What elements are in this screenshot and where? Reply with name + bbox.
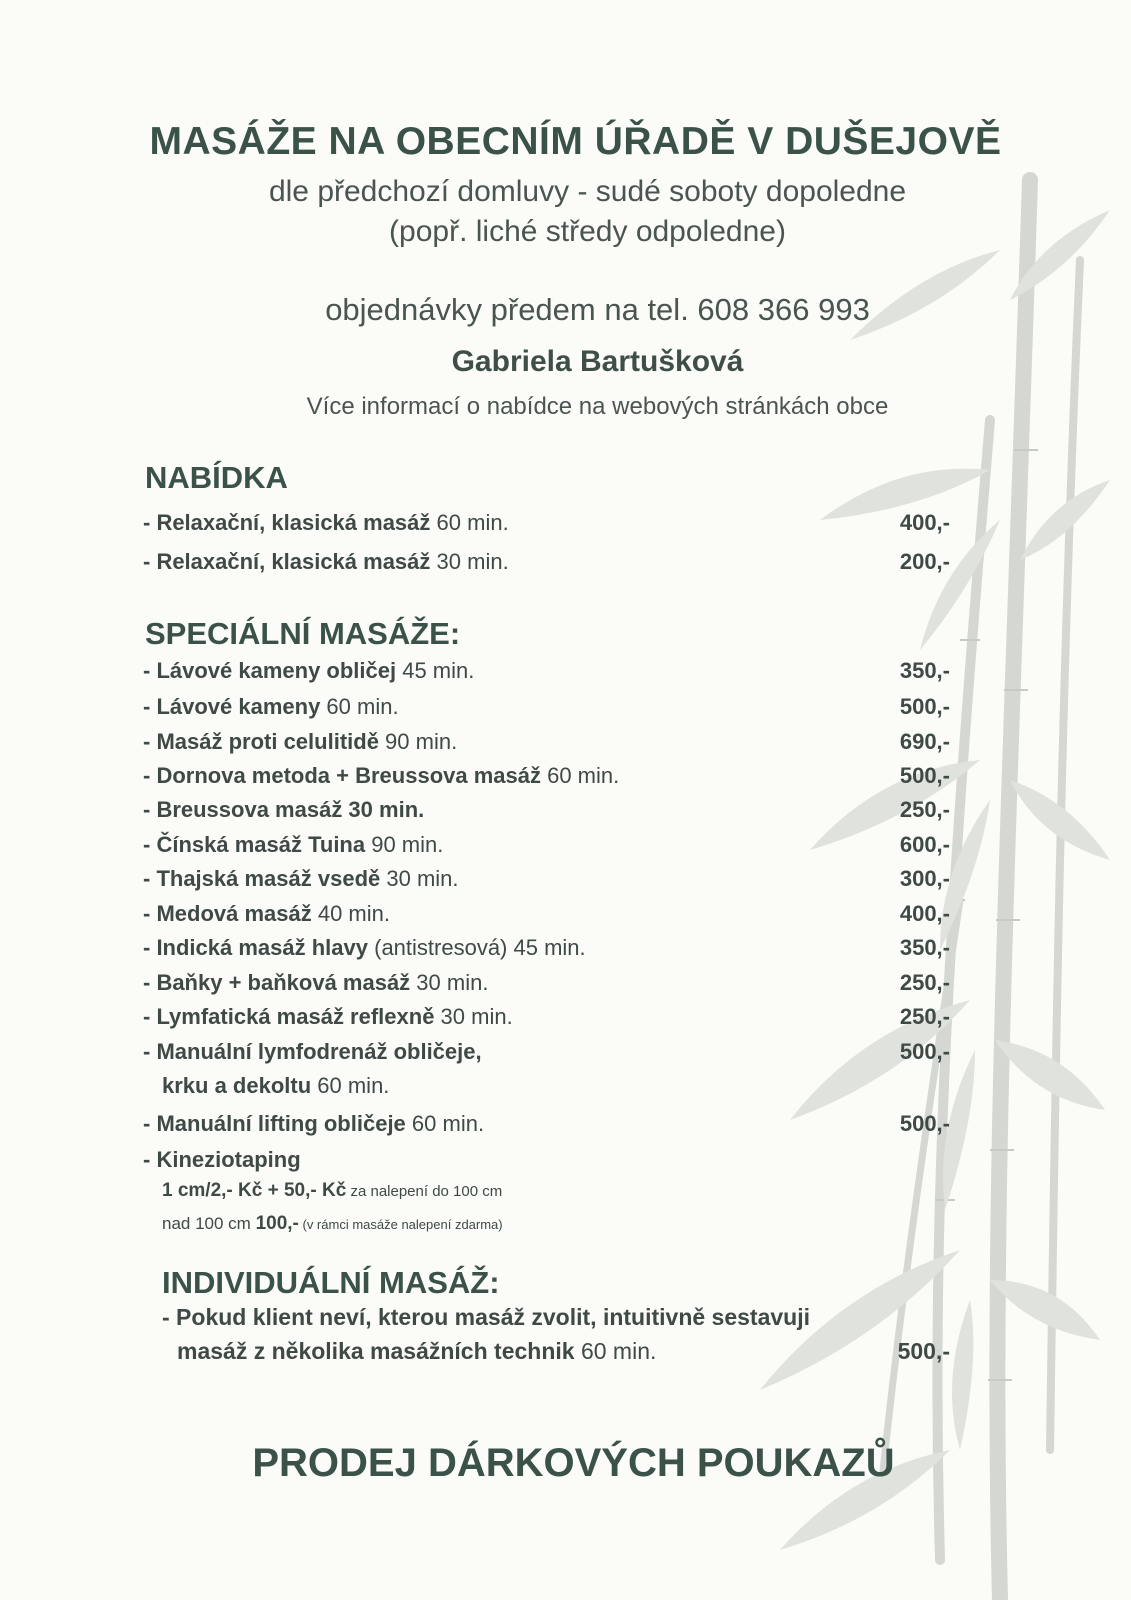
kinezio-line-2: nad 100 cm 100,- (v rámci masáže nalepení zdarma) [162, 1213, 503, 1234]
price: 500,- [899, 1039, 950, 1064]
price: 690,- [899, 729, 950, 754]
footer-gift-vouchers: PRODEJ DÁRKOVÝCH POUKAZŮ [252, 1441, 895, 1485]
price: 500,- [899, 1111, 950, 1136]
list-item-continuation: krku a dekoltu 60 min. [162, 1073, 390, 1098]
kinezio-title: - Kineziotaping [143, 1147, 301, 1172]
kinezio-line-1: 1 cm/2,- Kč + 50,- Kč za nalepení do 100 cm [162, 1180, 503, 1201]
nabidka-heading: NABÍDKA [145, 460, 288, 495]
price: 500,- [897, 1338, 950, 1364]
price: 400,- [899, 901, 950, 926]
price: 300,- [899, 866, 950, 891]
price: 350,- [899, 658, 950, 683]
more-info-line: Více informací o nabídce na webových stránkách obce [306, 393, 889, 420]
schedule-line-1: dle předchozí domluvy - sudé soboty dopoledne [268, 175, 907, 208]
price: 200,- [899, 549, 950, 574]
price: 250,- [899, 797, 950, 822]
phone-line: objednávky předem na tel. 608 366 993 [325, 292, 870, 327]
price: 350,- [899, 935, 950, 960]
price: 600,- [899, 832, 950, 857]
schedule-line-2: (popř. liché středy odpoledne) [389, 215, 786, 248]
masseuse-name: Gabriela Bartušková [451, 345, 744, 378]
price: 250,- [899, 1004, 950, 1029]
price: 500,- [899, 694, 950, 719]
price: 400,- [899, 510, 950, 535]
price: 250,- [899, 970, 950, 995]
individual-line-1: - Pokud klient neví, kterou masáž zvolit, intuitivně sestavuji [162, 1304, 810, 1330]
page-title: MASÁŽE NA OBECNÍM ÚŘADĚ V DUŠEJOVĚ [149, 120, 1002, 163]
price: 500,- [899, 763, 950, 788]
special-heading: SPECIÁLNÍ MASÁŽE: [145, 616, 461, 651]
individual-heading: INDIVIDUÁLNÍ MASÁŽ: [162, 1265, 500, 1300]
